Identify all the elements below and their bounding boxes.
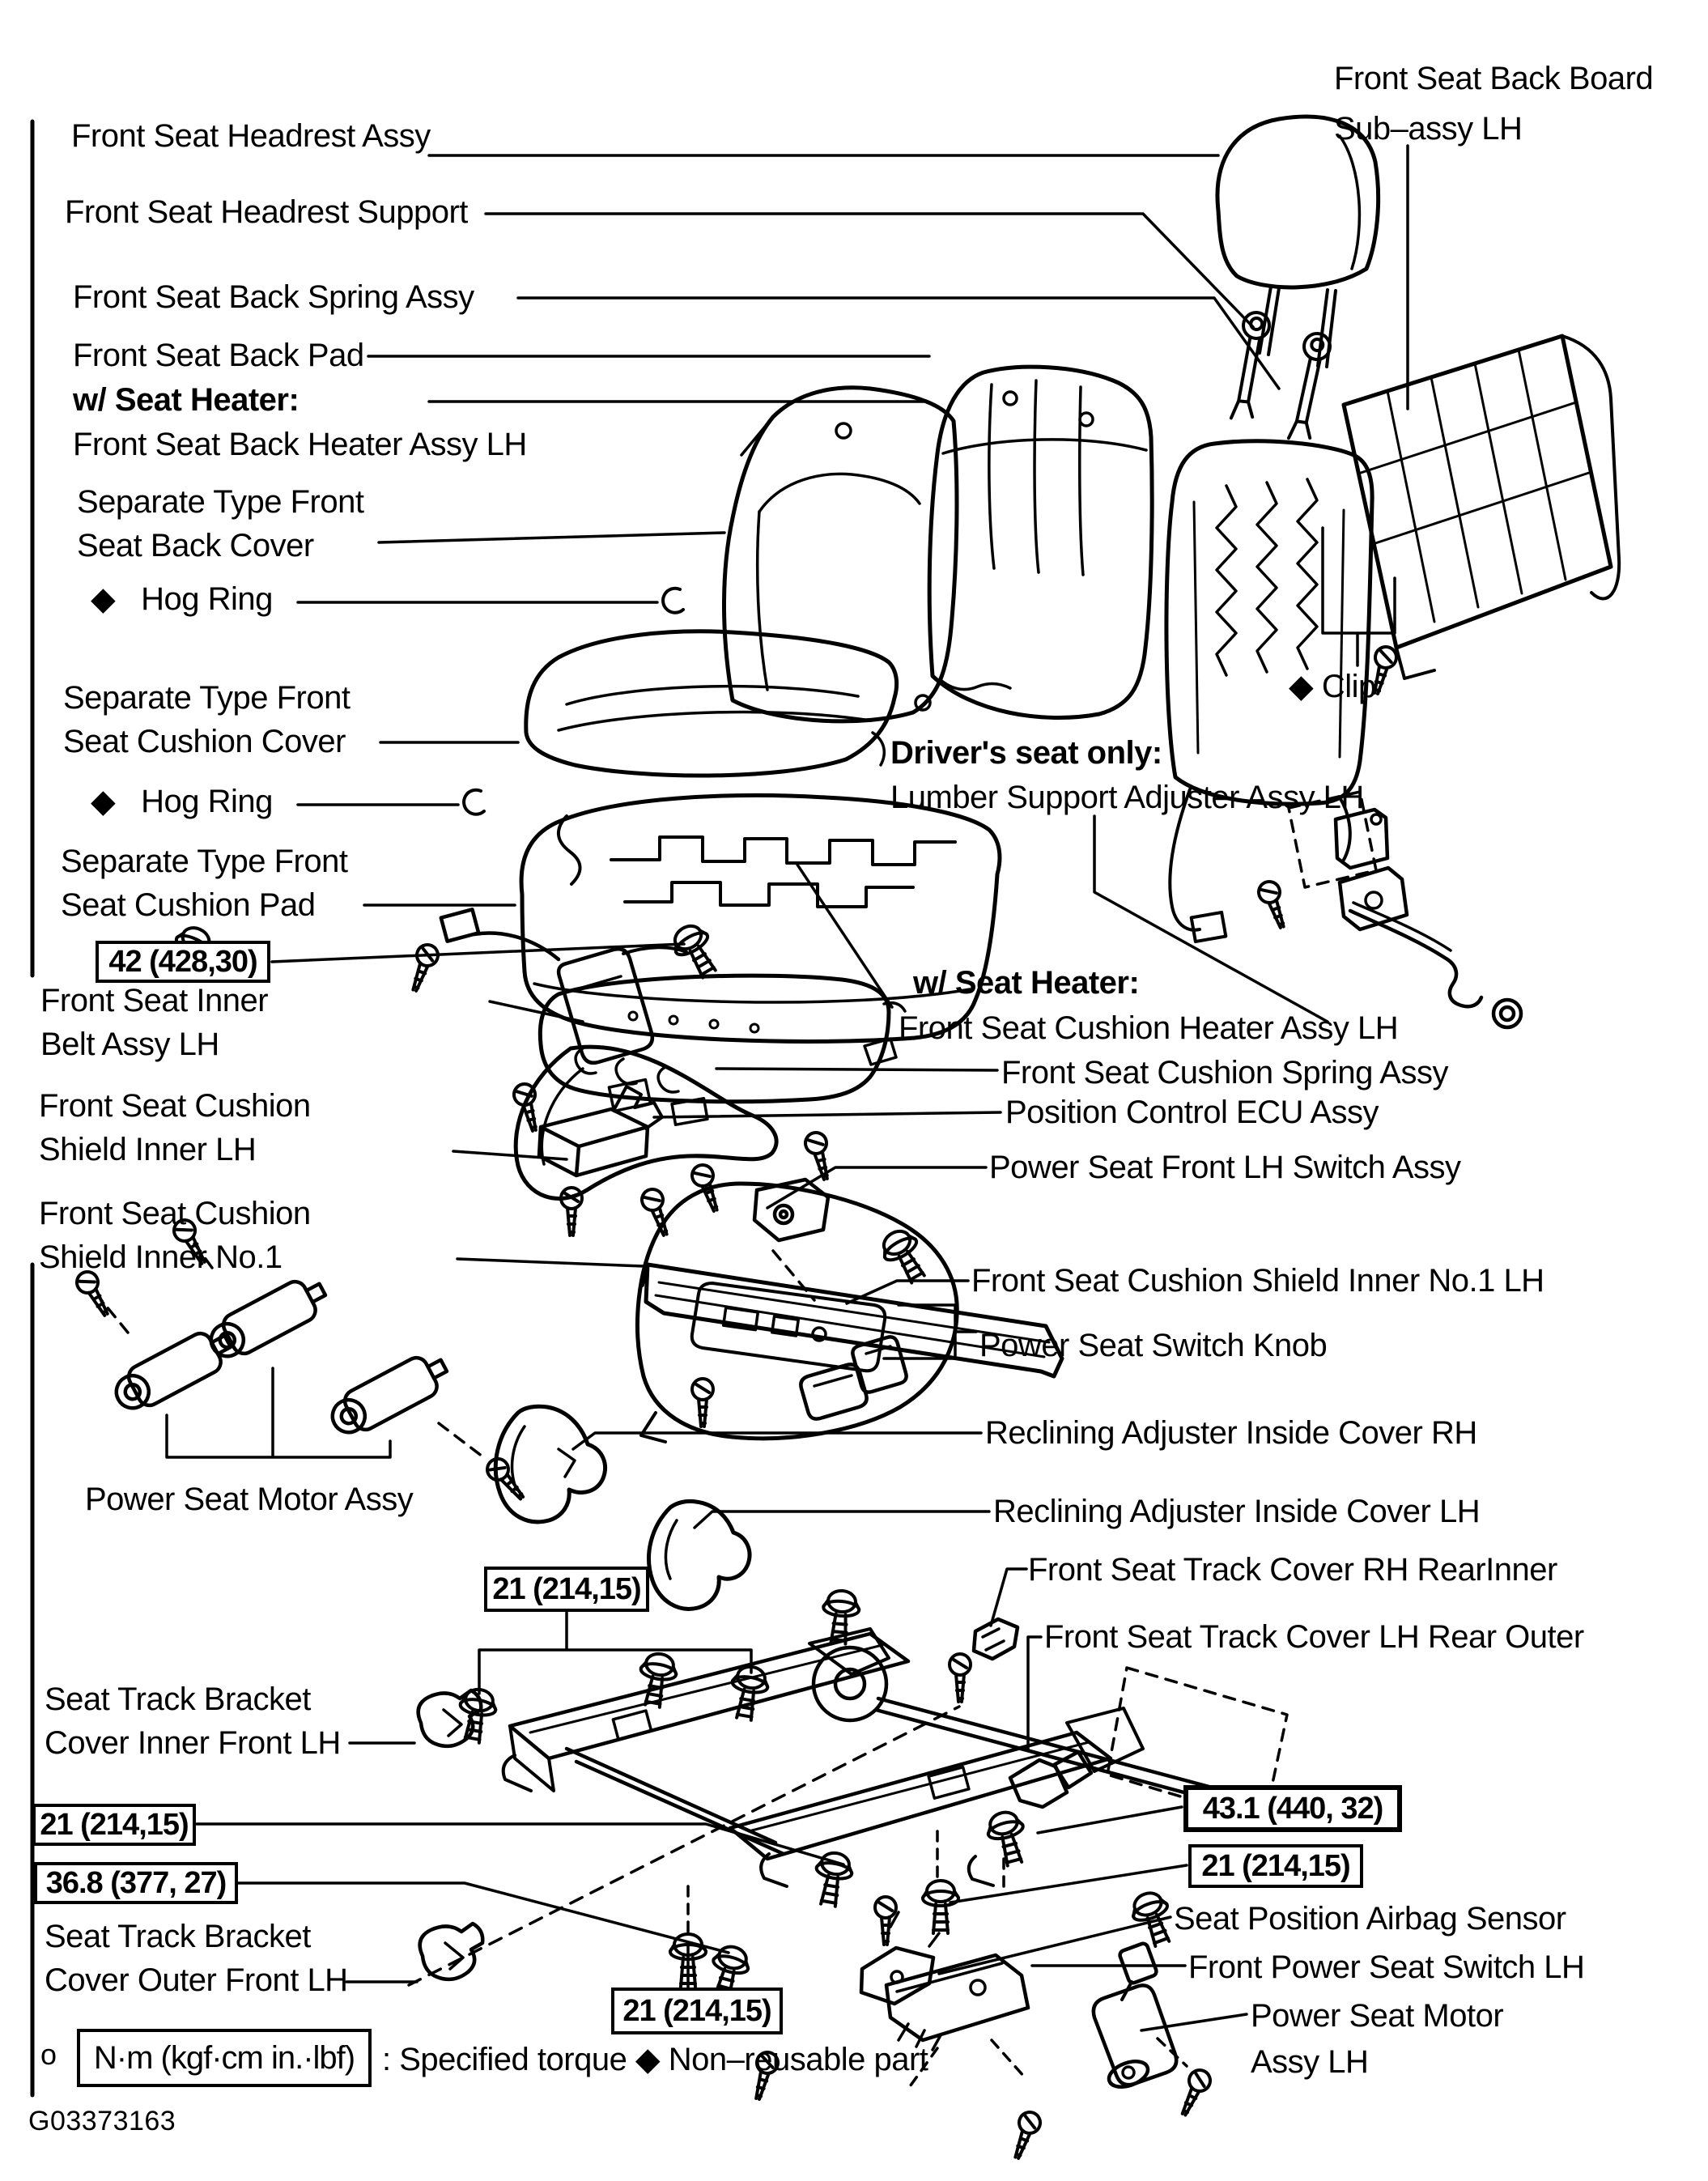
part-label-separate-type-front: Separate Type Front: [61, 844, 348, 879]
part-label-seat-cushion-pad: Seat Cushion Pad: [61, 887, 316, 923]
part-label-assy-lh: Assy LH: [1251, 2044, 1369, 2080]
legend-note: : Specified torque ◆ Non–reusable part: [382, 2042, 928, 2077]
part-label-shield-inner-lh: Shield Inner LH: [39, 1132, 257, 1167]
part-label-front-seat-cushion-heater-assy-lh: Front Seat Cushion Heater Assy LH: [899, 1010, 1399, 1046]
part-label-position-control-ecu-assy: Position Control ECU Assy: [1005, 1095, 1379, 1130]
part-label-front-seat-track-cover-lh-rear-outer: Front Seat Track Cover LH Rear Outer: [1044, 1619, 1584, 1655]
part-label-belt-assy-lh: Belt Assy LH: [40, 1027, 219, 1062]
part-label-shield-inner-no-1: Shield Inner No.1: [39, 1239, 283, 1275]
torque-unit-box: N·m (kgf·cm in.·lbf): [77, 2029, 372, 2087]
part-label-seat-track-bracket: Seat Track Bracket: [45, 1681, 311, 1717]
part-label-w-seat-heater: w/ Seat Heater:: [913, 965, 1140, 1001]
torque-spec-box-4: 43.1 (440, 32): [1183, 1785, 1402, 1832]
figure-id: G03373163: [28, 2106, 176, 2136]
part-label-cover-inner-front-lh: Cover Inner Front LH: [45, 1725, 341, 1761]
torque-spec-box-1: 21 (214,15): [484, 1567, 649, 1612]
part-label-power-seat-switch-knob: Power Seat Switch Knob: [979, 1328, 1328, 1363]
part-label-w-seat-heater: w/ Seat Heater:: [73, 382, 300, 418]
part-label-reclining-adjuster-inside-cover-rh: Reclining Adjuster Inside Cover RH: [985, 1415, 1477, 1451]
footer-marker: o: [40, 2038, 57, 2071]
part-label-front-seat-track-cover-rh-rearinner: Front Seat Track Cover RH RearInner: [1028, 1552, 1557, 1588]
part-label-hog-ring: ◆ Hog Ring: [91, 784, 273, 819]
part-label-hog-ring: ◆ Hog Ring: [91, 581, 273, 617]
torque-spec-box-3: 36.8 (377, 27): [34, 1862, 238, 1904]
part-label-front-seat-cushion: Front Seat Cushion: [39, 1088, 311, 1124]
part-label-reclining-adjuster-inside-cover-lh: Reclining Adjuster Inside Cover LH: [993, 1494, 1481, 1529]
part-label-sub-assy-lh: Sub–assy LH: [1334, 111, 1523, 147]
part-label-front-seat-cushion: Front Seat Cushion: [39, 1196, 311, 1231]
part-label-clip: ◆ Clip: [1289, 669, 1376, 704]
part-label-power-seat-motor: Power Seat Motor: [1251, 1998, 1504, 2034]
torque-spec-box-5: 21 (214,15): [1188, 1844, 1363, 1888]
part-label-separate-type-front: Separate Type Front: [63, 680, 351, 716]
part-label-front-power-seat-switch-lh: Front Power Seat Switch LH: [1188, 1949, 1585, 1985]
part-label-front-seat-back-board: Front Seat Back Board: [1334, 61, 1654, 96]
part-label-front-seat-cushion-shield-inner-no-1-lh: Front Seat Cushion Shield Inner No.1 LH: [971, 1263, 1544, 1299]
part-label-seat-back-cover: Seat Back Cover: [77, 528, 314, 563]
torque-spec-box-0: 42 (428,30): [96, 941, 270, 983]
part-label-lumber-support-adjuster-assy-lh: Lumber Support Adjuster Assy LH: [890, 780, 1364, 815]
part-label-front-seat-back-heater-assy-lh: Front Seat Back Heater Assy LH: [73, 427, 527, 462]
part-label-front-seat-cushion-spring-assy: Front Seat Cushion Spring Assy: [1001, 1055, 1448, 1090]
part-label-separate-type-front: Separate Type Front: [77, 484, 364, 520]
part-label-driver-s-seat-only: Driver's seat only:: [890, 735, 1162, 771]
part-label-front-seat-back-spring-assy: Front Seat Back Spring Assy: [73, 279, 474, 315]
part-label-front-seat-inner: Front Seat Inner: [40, 983, 269, 1018]
part-label-seat-position-airbag-sensor: Seat Position Airbag Sensor: [1174, 1901, 1566, 1937]
part-label-power-seat-motor-assy: Power Seat Motor Assy: [85, 1482, 414, 1517]
part-label-front-seat-back-pad: Front Seat Back Pad: [73, 338, 364, 373]
part-label-front-seat-headrest-assy: Front Seat Headrest Assy: [71, 118, 431, 154]
torque-spec-box-2: 21 (214,15): [32, 1804, 196, 1846]
part-label-seat-track-bracket: Seat Track Bracket: [45, 1919, 311, 1954]
torque-spec-box-6: 21 (214,15): [611, 1988, 783, 2034]
part-label-cover-outer-front-lh: Cover Outer Front LH: [45, 1962, 348, 1998]
part-label-front-seat-headrest-support: Front Seat Headrest Support: [65, 194, 468, 230]
part-label-power-seat-front-lh-switch-assy: Power Seat Front LH Switch Assy: [989, 1150, 1461, 1185]
part-label-seat-cushion-cover: Seat Cushion Cover: [63, 724, 346, 759]
